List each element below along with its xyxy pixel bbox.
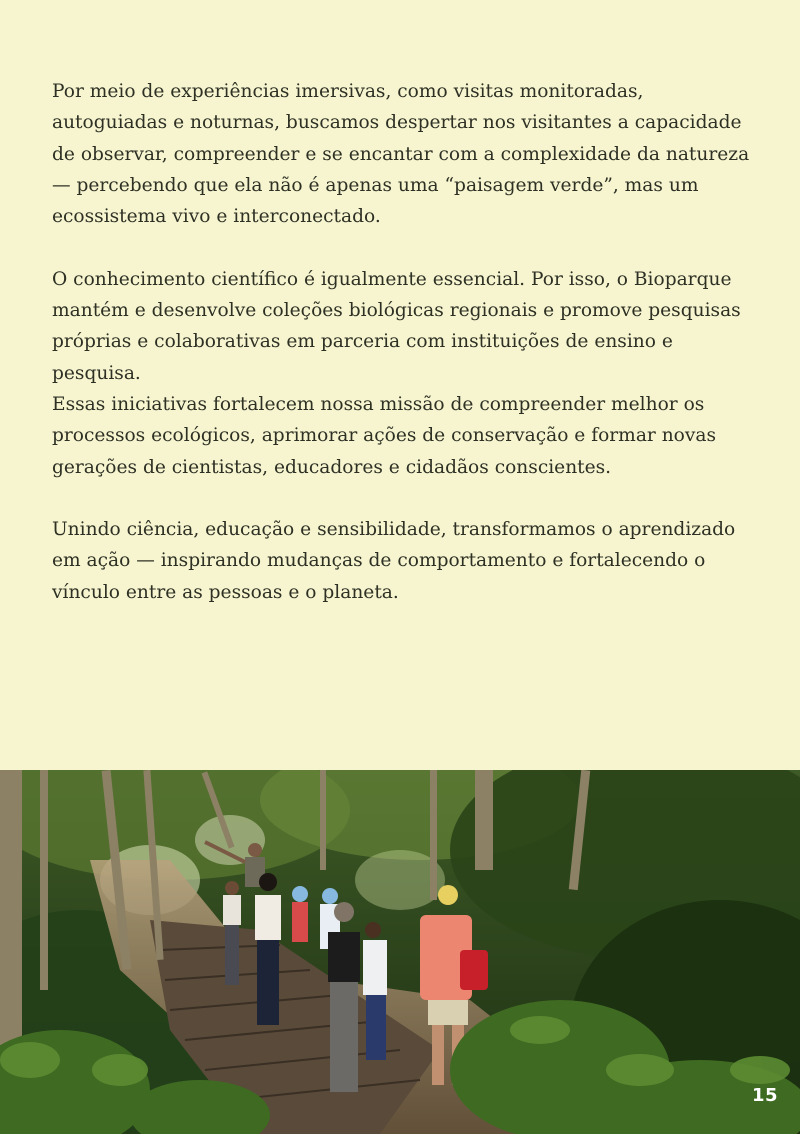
paragraph-scientific-knowledge: O conhecimento científico é igualmente essencial. Por isso, o Bioparque mantém e desenvolve coleções biológicas regionais e promove pesquisas próprias e colaborativas em parceria com instituições de ensino e pesquisa.: [52, 268, 741, 384]
forest-trail-illustration: [0, 770, 800, 1134]
body-text: [52, 76, 762, 639]
paragraph-initiatives: Essas iniciativas fortalecem nossa missão de compreender melhor os processos ecológicos, aprimorar ações de conservação e formar novas gerações de cientistas, educadores e cidadãos conscientes.: [52, 393, 717, 478]
forest-trail-photo: [0, 770, 800, 1134]
paragraph-immersive-experiences: Por meio de experiências imersivas, como visitas monitoradas, autoguiadas e noturnas, buscamos despertar nos visitantes a capacidade de observar, compreender e se encantar com a complexidade da natureza — percebendo que ela não é apenas uma “paisagem verde”, mas um ecossistema vivo e interconectado.: [52, 81, 750, 228]
page-number: 15: [751, 1085, 778, 1106]
paragraph-closing: Unindo ciência, educação e sensibilidade, transformamos o aprendizado em ação — inspirando mudanças de comportamento e fortalecendo o vínculo entre as pessoas e o planeta.: [52, 519, 736, 603]
